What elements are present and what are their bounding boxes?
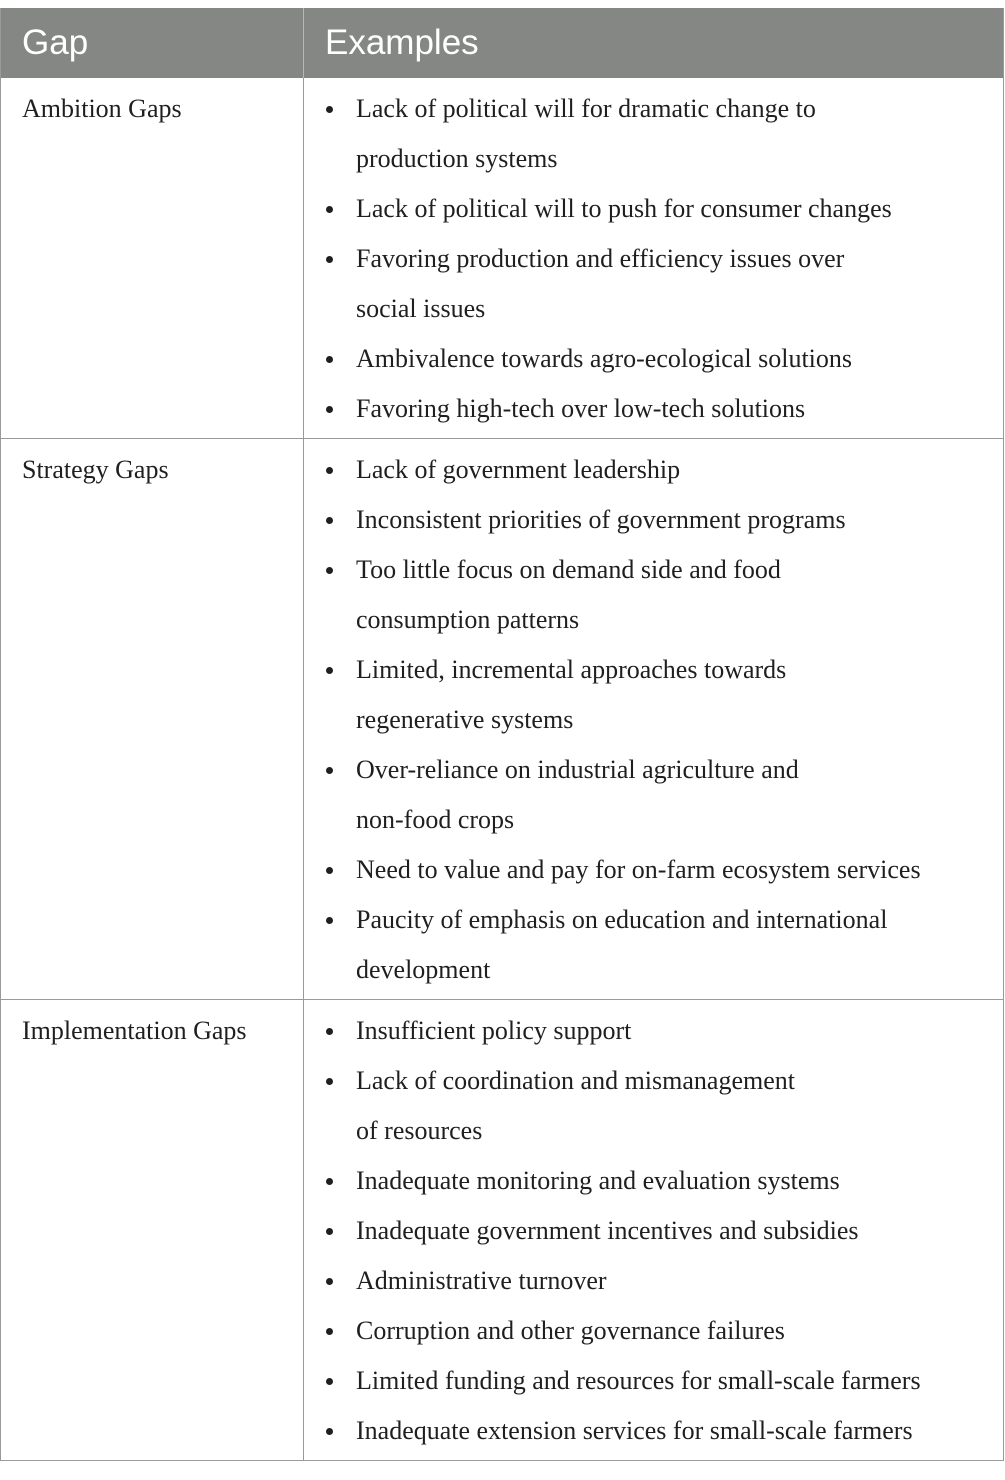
- list-item-continuation: [304, 134, 1003, 184]
- list-item-text: Inconsistent priorities of government programs: [356, 505, 846, 534]
- bullet-icon: [326, 106, 333, 113]
- list-item: [304, 745, 1003, 795]
- bullet-icon: [326, 867, 333, 874]
- list-item: [304, 234, 1003, 284]
- list-item-text: Limited, incremental approaches towards: [356, 655, 787, 684]
- examples-cell: [304, 1000, 1003, 1460]
- list-item: [304, 84, 1003, 134]
- list-item: [304, 445, 1003, 495]
- list-item: [304, 1056, 1003, 1106]
- bullet-icon: [326, 1428, 333, 1435]
- examples-list: [304, 445, 1003, 995]
- list-item: [304, 1206, 1003, 1256]
- list-item-text: Insufficient policy support: [356, 1016, 632, 1045]
- list-item: [304, 1356, 1003, 1406]
- list-item: [304, 545, 1003, 595]
- bullet-icon: [326, 1028, 333, 1035]
- gap-category: Implementation Gaps: [1, 1000, 304, 1460]
- list-item-text: Lack of political will for dramatic change to: [356, 94, 816, 123]
- list-item-continuation: [304, 595, 1003, 645]
- list-item-text: production systems: [356, 144, 558, 173]
- gaps-table: [0, 8, 1004, 1461]
- list-item-text: consumption patterns: [356, 605, 580, 634]
- table-row: [1, 438, 1003, 999]
- list-item: [304, 1256, 1003, 1306]
- list-item: [304, 645, 1003, 695]
- header-gap: Gap: [1, 8, 304, 78]
- list-item: [304, 334, 1003, 384]
- examples-cell: [304, 439, 1003, 999]
- bullet-icon: [326, 1328, 333, 1335]
- list-item-continuation: [304, 945, 1003, 995]
- list-item-text: Corruption and other governance failures: [356, 1316, 785, 1345]
- list-item-text: non-food crops: [356, 805, 515, 834]
- list-item: [304, 184, 1003, 234]
- bullet-icon: [326, 1078, 333, 1085]
- list-item: [304, 1156, 1003, 1206]
- bullet-icon: [326, 567, 333, 574]
- table-body: [1, 78, 1003, 1460]
- list-item-text: of resources: [356, 1116, 483, 1145]
- list-item-text: Need to value and pay for on-farm ecosystem services: [356, 855, 921, 884]
- table-row: [1, 999, 1003, 1460]
- list-item-continuation: [304, 284, 1003, 334]
- bullet-icon: [326, 406, 333, 413]
- list-item-text: Favoring production and efficiency issues over: [356, 244, 845, 273]
- list-item-text: Limited funding and resources for small-scale farmers: [356, 1366, 921, 1395]
- examples-cell: [304, 78, 1003, 438]
- table-header: [1, 8, 1003, 78]
- gap-category: Ambition Gaps: [1, 78, 304, 438]
- list-item-text: Over-reliance on industrial agriculture and: [356, 755, 799, 784]
- list-item-continuation: [304, 795, 1003, 845]
- list-item-text: Favoring high-tech over low-tech solutions: [356, 394, 806, 423]
- list-item: [304, 495, 1003, 545]
- bullet-icon: [326, 1228, 333, 1235]
- list-item-text: Inadequate government incentives and subsidies: [356, 1216, 859, 1245]
- gap-category: Strategy Gaps: [1, 439, 304, 999]
- bullet-icon: [326, 1378, 333, 1385]
- bullet-icon: [326, 1178, 333, 1185]
- list-item-text: Administrative turnover: [356, 1266, 607, 1295]
- examples-list: [304, 1006, 1003, 1456]
- bullet-icon: [326, 517, 333, 524]
- header-examples: Examples: [325, 23, 479, 62]
- bullet-icon: [326, 467, 333, 474]
- list-item-text: Too little focus on demand side and food: [356, 555, 781, 584]
- list-item-text: Paucity of emphasis on education and international: [356, 905, 888, 934]
- list-item: [304, 384, 1003, 434]
- list-item-text: regenerative systems: [356, 705, 574, 734]
- list-item-text: social issues: [356, 294, 486, 323]
- list-item-text: Inadequate monitoring and evaluation systems: [356, 1166, 840, 1195]
- list-item: [304, 1306, 1003, 1356]
- examples-list: [304, 84, 1003, 434]
- list-item: [304, 845, 1003, 895]
- bullet-icon: [326, 206, 333, 213]
- list-item-text: Inadequate extension services for small-scale farmers: [356, 1416, 913, 1445]
- table-row: [1, 78, 1003, 438]
- bullet-icon: [326, 917, 333, 924]
- list-item: [304, 895, 1003, 945]
- bullet-icon: [326, 356, 333, 363]
- list-item-text: Lack of government leadership: [356, 455, 681, 484]
- list-item-text: Ambivalence towards agro-ecological solutions: [356, 344, 853, 373]
- list-item-text: Lack of coordination and mismanagement: [356, 1066, 795, 1095]
- bullet-icon: [326, 667, 333, 674]
- list-item: [304, 1406, 1003, 1456]
- list-item-continuation: [304, 695, 1003, 745]
- list-item-continuation: [304, 1106, 1003, 1156]
- list-item-text: Lack of political will to push for consumer changes: [356, 194, 892, 223]
- bullet-icon: [326, 767, 333, 774]
- bullet-icon: [326, 1278, 333, 1285]
- bullet-icon: [326, 256, 333, 263]
- list-item-text: development: [356, 955, 491, 984]
- list-item: [304, 1006, 1003, 1056]
